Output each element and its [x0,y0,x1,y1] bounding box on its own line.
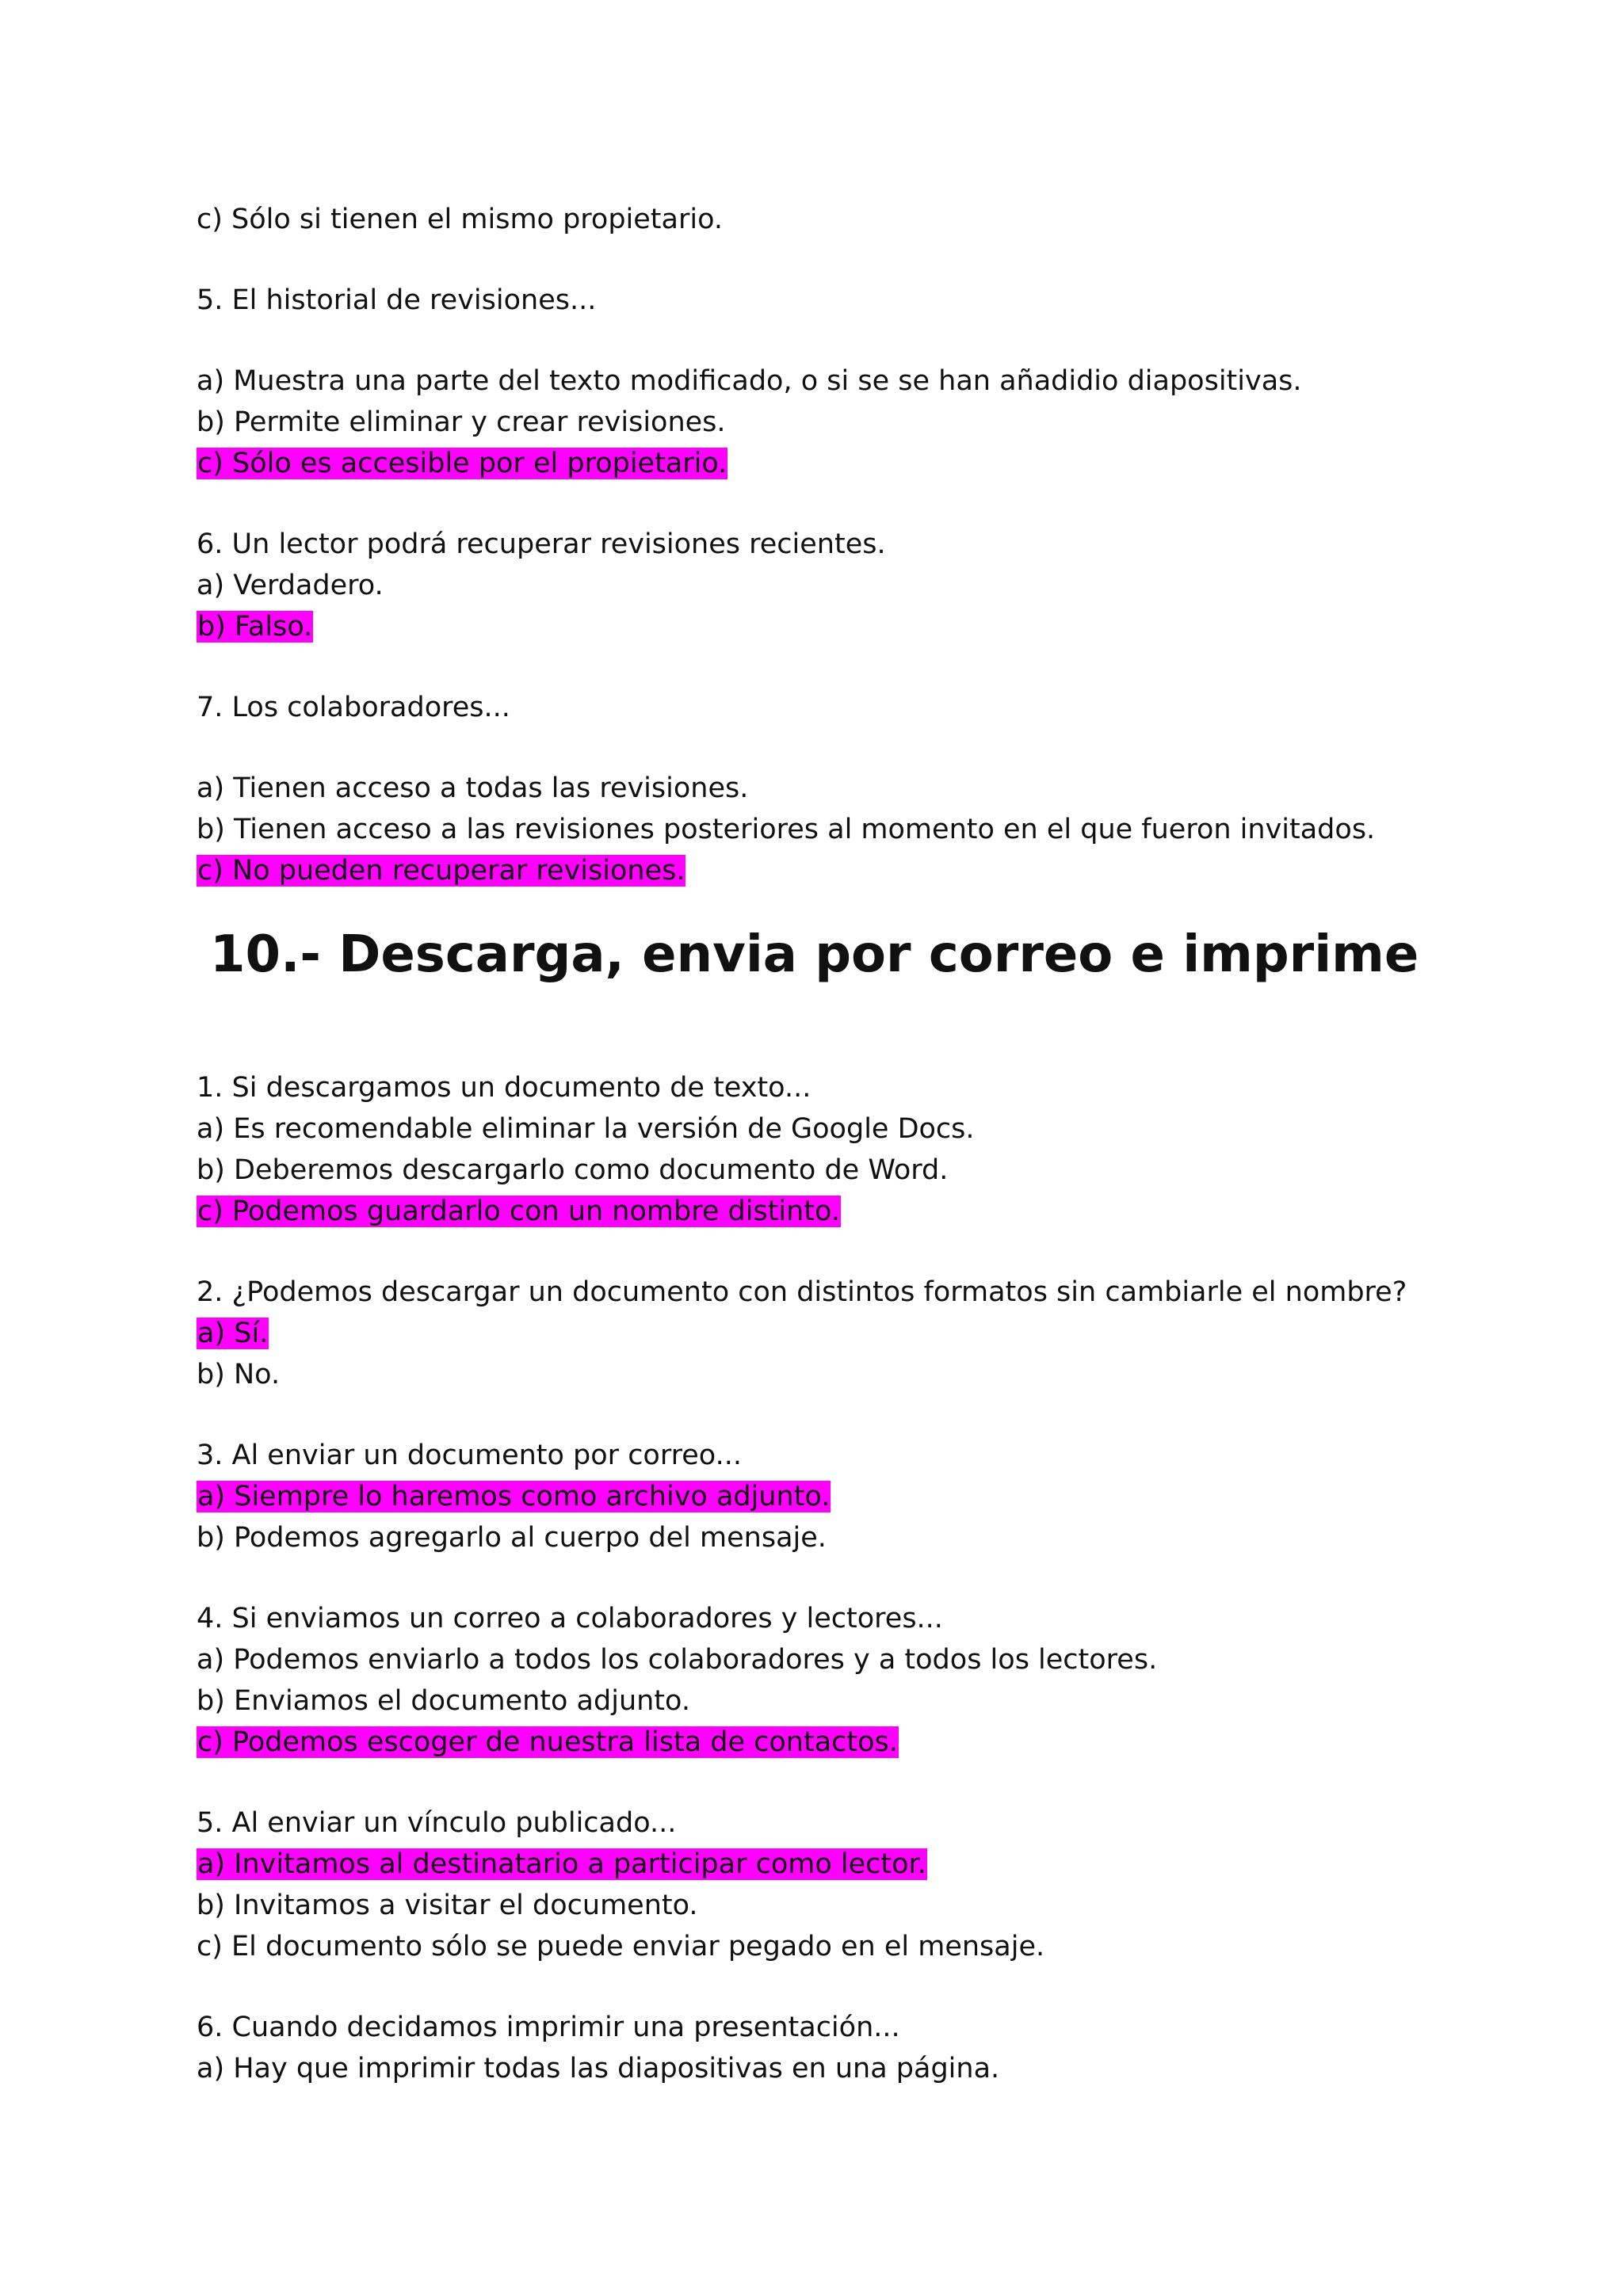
s10-q5-option-b: b) Invitamos a visitar el documento. [197,1890,698,1921]
s10-q4-option-a: a) Podemos enviarlo a todos los colaboradores y a todos los lectores. [197,1644,1158,1676]
highlighted-answer: c) Podemos guardarlo con un nombre distinto. [197,1196,840,1227]
highlighted-answer: c) Podemos escoger de nuestra lista de contactos. [197,1726,898,1758]
s10-q3-option-a [197,1479,831,1514]
highlighted-answer: a) Sí. [197,1318,269,1349]
q6-question: 6. Un lector podrá recuperar revisiones recientes. [197,528,886,560]
s10-q5-option-a [197,1847,927,1882]
q5-option-b: b) Permite eliminar y crear revisiones. [197,406,726,438]
s10-q3-question: 3. Al enviar un documento por correo... [197,1440,742,1471]
s10-q4-question: 4. Si enviamos un correo a colaboradores y lectores... [197,1603,943,1634]
q7-option-a: a) Tienen acceso a todas las revisiones. [197,772,749,804]
q6-option-a: a) Verdadero. [197,570,384,601]
s10-q2-question: 2. ¿Podemos descargar un documento con distintos formatos sin cambiarle el nombre? [197,1276,1407,1308]
q5-question: 5. El historial de revisiones... [197,284,597,316]
s10-q4-option-b: b) Enviamos el documento adjunto. [197,1685,690,1717]
q7-question: 7. Los colaboradores... [197,692,510,723]
section-heading: 10.- Descarga, envia por correo e imprime [210,925,1419,984]
highlighted-answer: a) Siempre lo haremos como archivo adjunto. [197,1481,831,1512]
s10-q6-question: 6. Cuando decidamos imprimir una presentación... [197,2012,900,2043]
s10-q5-question: 5. Al enviar un vínculo publicado... [197,1807,677,1839]
highlighted-answer: c) Sólo es accesible por el propietario. [197,448,727,479]
s10-q2-option-a [197,1316,269,1351]
option-text: c) Sólo si tienen el mismo propietario. [197,204,724,235]
s10-q6-option-a: a) Hay que imprimir todas las diapositivas en una página. [197,2053,1000,2084]
q7-option-b: b) Tienen acceso a las revisiones posteriores al momento en el que fueron invitados. [197,814,1376,845]
q7-option-c [197,853,685,888]
highlighted-answer: a) Invitamos al destinatario a participar como lector. [197,1848,926,1880]
highlighted-answer: b) Falso. [197,611,313,643]
s10-q1-option-c [197,1194,841,1229]
s10-q1-option-a: a) Es recomendable eliminar la versión de Google Docs. [197,1113,975,1145]
s10-q2-option-b: b) No. [197,1359,281,1390]
s10-q4-option-c [197,1725,899,1760]
s10-q3-option-b: b) Podemos agregarlo al cuerpo del mensaje. [197,1522,827,1554]
q5-option-c [197,446,727,481]
q5-option-a: a) Muestra una parte del texto modificado, o si se se han añadidio diapositivas. [197,365,1302,397]
q6-option-b [197,609,313,644]
s10-q1-question: 1. Si descargamos un documento de texto... [197,1072,812,1104]
s10-q5-option-c: c) El documento sólo se puede enviar pegado en el mensaje. [197,1931,1045,1962]
s10-q1-option-b: b) Deberemos descargarlo como documento de Word. [197,1154,949,1186]
highlighted-answer: c) No pueden recuperar revisiones. [197,855,685,887]
q4-option-c [197,202,723,237]
